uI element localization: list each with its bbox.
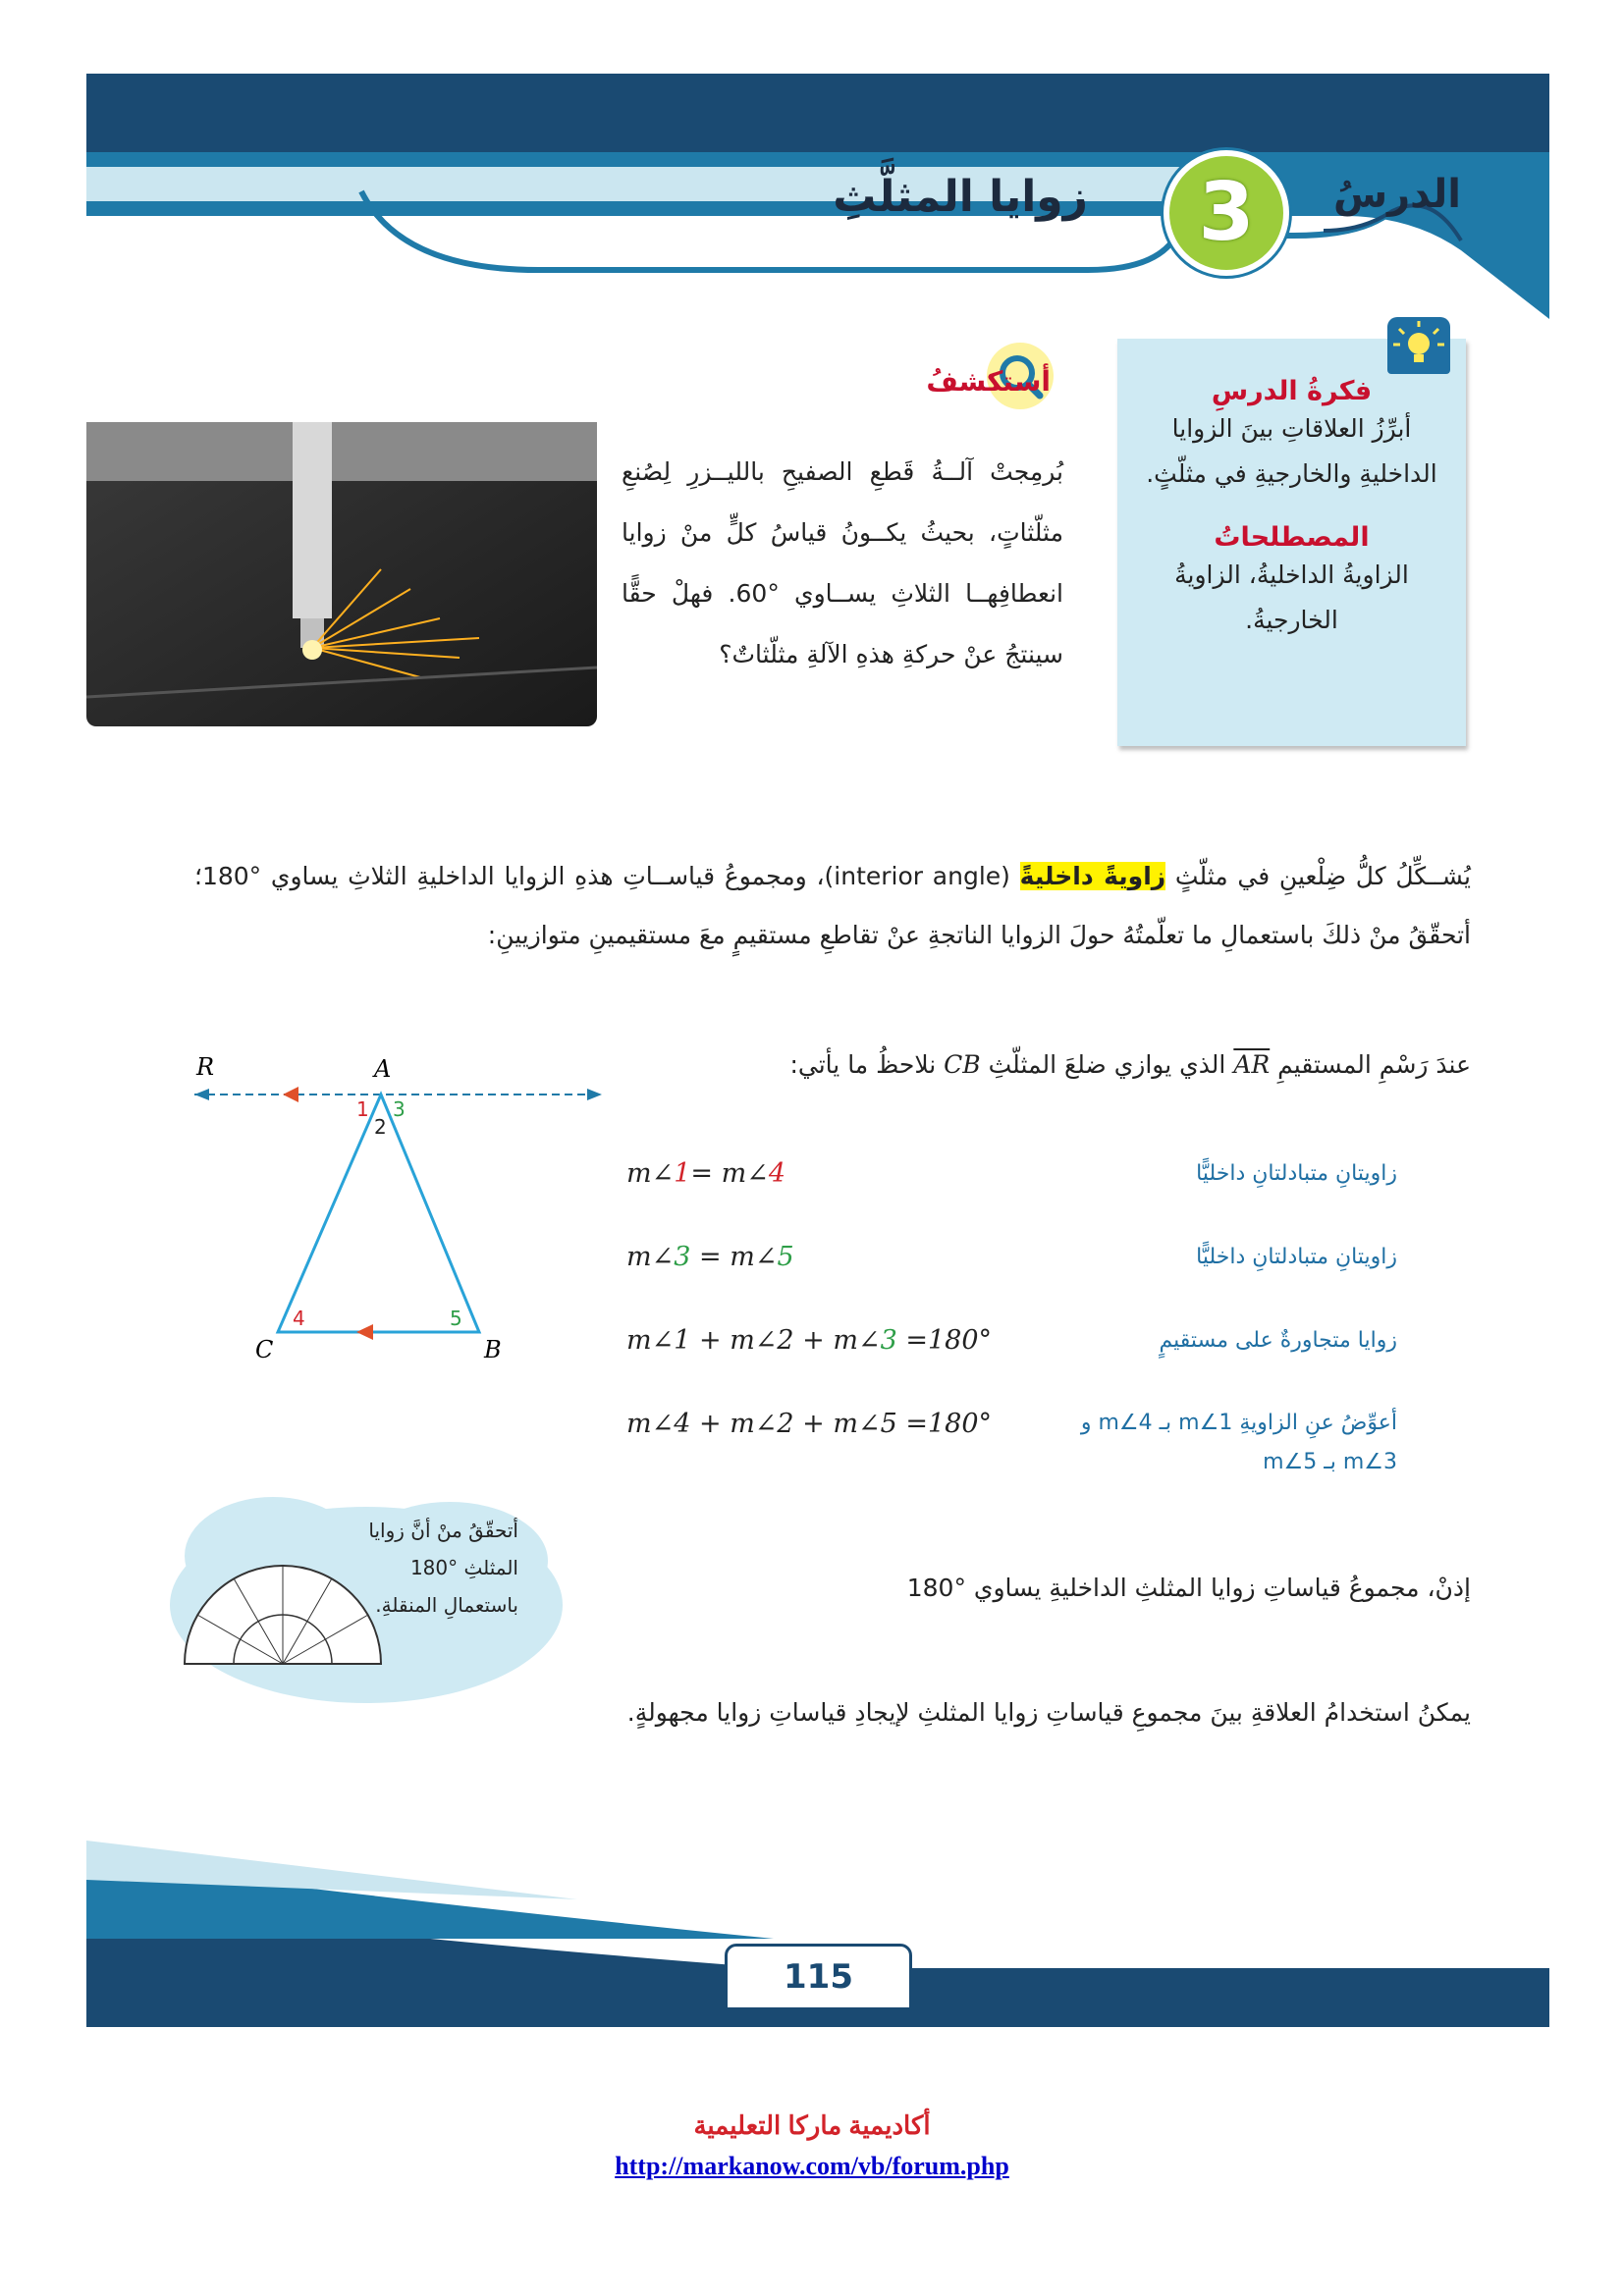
triangle-diagram bbox=[185, 1045, 617, 1360]
equation-4-note: أعوِّضُ عنِ الزاويةِ m∠1 بـ m∠4 و m∠3 بـ m∠5 bbox=[1080, 1411, 1397, 1474]
explore-heading: أستكشفُ bbox=[926, 365, 1051, 398]
equation-3: m∠1 + m∠2 + m∠3 =180° bbox=[626, 1325, 993, 1356]
equation-3-note: زوايا متجاورةٌ على مستقيمٍ bbox=[1159, 1328, 1397, 1353]
cloud-text: أتحقّقُ منْ أنَّ زوايا المثلثِ °180 باستعمالِ المنقلةِ. bbox=[368, 1519, 518, 1617]
angle-3: 3 bbox=[393, 1097, 406, 1121]
equation-2-note: زاويتانِ متبادلتانِ داخليًّا bbox=[1196, 1245, 1397, 1269]
label-r: R bbox=[196, 1053, 215, 1081]
label-b: B bbox=[484, 1336, 502, 1360]
equation-2: m∠3 = m∠5 bbox=[626, 1242, 794, 1272]
lesson-title: زوايا المثلَّثِ bbox=[833, 172, 1088, 222]
equation-4: m∠4 + m∠2 + m∠5 =180° bbox=[626, 1409, 993, 1439]
equation-1: m∠1= m∠4 bbox=[626, 1158, 786, 1189]
idea-heading: فكرةُ الدرسِ bbox=[1211, 376, 1373, 406]
forum-link[interactable]: http://markanow.com/vb/forum.php bbox=[615, 2152, 1009, 2180]
explore-text: بُرمِجتْ آلــةُ قَطعِ الصفيحِ بالليــزرِ لِصُنعِ مثلّثاتٍ، بحيثُ يكــونُ قياسُ كلٍّ منْ زوايا انعطافِهــا الثلاثِ يســاوي °60. فهلْ حقًّا سينتجُ عنْ حركةِ هذهِ الآلةِ مثلّثاتٌ؟ bbox=[622, 457, 1063, 668]
figure-sentence bbox=[617, 1036, 1471, 1095]
figure-after: نلاحظُ ما يأتي: bbox=[789, 1050, 937, 1079]
textbook-page bbox=[86, 74, 1549, 2027]
lightbulb-icon bbox=[1387, 317, 1450, 374]
academy-name: أكاديمية ماركا التعليمية bbox=[693, 2110, 931, 2140]
angle-4: 4 bbox=[293, 1307, 305, 1330]
intro-part2: (interior angle)، ومجموعُ قياســاتِ هذهِ الزوايا الداخليةِ الثلاثِ يساوي °180؛ أتحقّقُ منْ ذلكَ باستعمالِ ما تعلّمتُهُ حولَ الزوايا الناتجةِ عنْ تقاطعِ مستقيمٍ معَ مستقيمينِ متوازيينِ: bbox=[194, 862, 1471, 949]
line-ar: AR bbox=[1233, 1050, 1271, 1079]
closing-text: يمكنُ استخدامُ العلاقةِ بينَ مجموعِ قياساتِ زوايا المثلثِ لإيجادِ قياساتِ زوايا مجهولةٍ. bbox=[626, 1698, 1471, 1727]
intro-paragraph bbox=[194, 847, 1471, 965]
page-number: 115 bbox=[725, 1944, 912, 2010]
side-cb: CB bbox=[944, 1050, 981, 1079]
angle-1: 1 bbox=[356, 1097, 369, 1121]
laser-cutting-photo bbox=[86, 422, 597, 726]
intro-part1: يُشــكِّلُ كلُّ ضِلْعينِ في مثلّثٍ bbox=[1174, 862, 1471, 890]
lesson-number-badge: 3 bbox=[1164, 150, 1289, 276]
conclusion-text: إذنْ، مجموعُ قياساتِ زوايا المثلثِ الداخليةِ يساوي °180 bbox=[906, 1574, 1471, 1602]
figure-middle: الذي يوازي ضلعَ المثلّثِ bbox=[988, 1050, 1226, 1079]
angle-5: 5 bbox=[450, 1307, 462, 1330]
lesson-label: الدرسُ bbox=[1332, 172, 1461, 217]
terms-heading: المصطلحاتُ bbox=[1214, 522, 1370, 553]
intro-highlight-term: زاويةً داخليةً bbox=[1019, 862, 1166, 890]
label-a: A bbox=[374, 1055, 392, 1083]
label-c: C bbox=[255, 1336, 274, 1360]
idea-text: أبرِّزُ العلاقاتِ بينَ الزوايا الداخليةِ والخارجيةِ في مثلّثٍ. bbox=[1146, 414, 1437, 488]
lesson-idea-box bbox=[1117, 339, 1466, 746]
equation-1-note: زاويتانِ متبادلتانِ داخليًّا bbox=[1196, 1161, 1397, 1186]
terms-text: الزاويةُ الداخليةُ، الزاويةُ الخارجيةُ. bbox=[1174, 561, 1409, 634]
footer-link-wrap bbox=[0, 2152, 1624, 2181]
figure-before: عندَ رَسْمِ المستقيمِ bbox=[1277, 1050, 1471, 1079]
angle-2: 2 bbox=[374, 1115, 387, 1139]
